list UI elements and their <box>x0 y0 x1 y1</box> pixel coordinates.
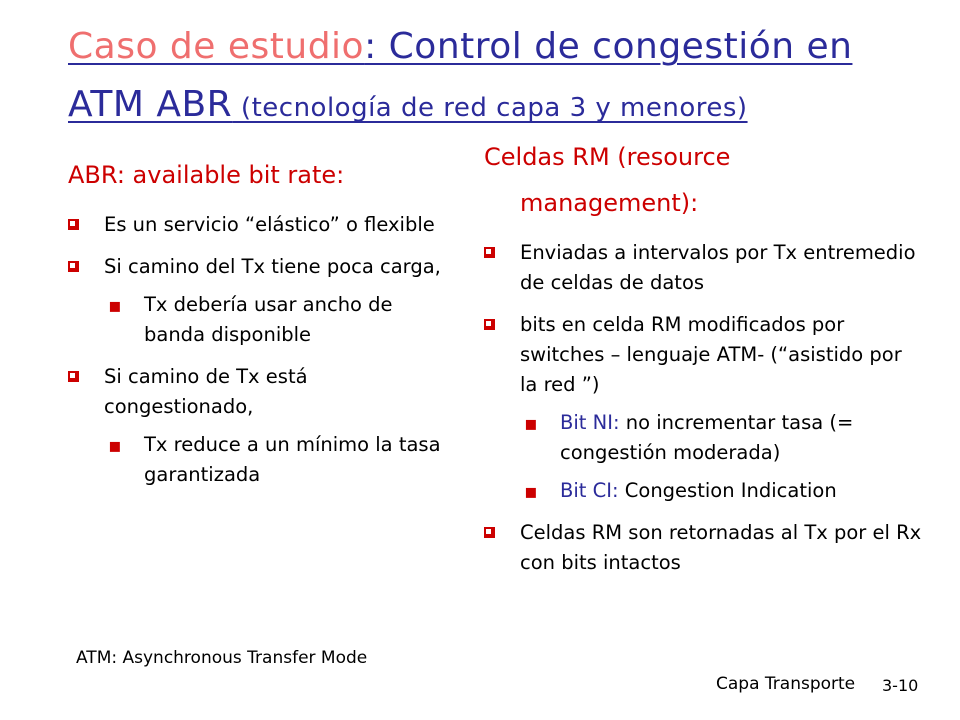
bullet-text: Es un servicio “elástico” o flexible <box>104 213 435 236</box>
bit-ci-label: Bit CI: <box>560 479 619 502</box>
list-item <box>484 518 924 578</box>
bit-ci-text: Congestion Indication <box>618 479 837 502</box>
abr-heading: ABR: available bit rate: <box>68 161 345 189</box>
square-bullet-icon <box>484 247 495 258</box>
sub-list-item <box>484 408 924 468</box>
sub-bullet-icon: ▪ <box>108 433 122 457</box>
rm-cells-heading <box>484 134 924 226</box>
abr-bullet-list <box>68 210 458 490</box>
sub-list-item <box>68 290 458 350</box>
title-main: : Control de congestión en ATM ABR <box>68 26 853 125</box>
footer-page-number: 3-10 <box>882 676 919 695</box>
title-subtitle: (tecnología de red capa 3 y menores) <box>232 93 748 123</box>
bit-ni-label: Bit NI: <box>560 411 620 434</box>
sub-bullet-icon: ▪ <box>524 479 538 503</box>
bullet-text: Enviadas a intervalos por Tx entremedio de celdas de datos <box>520 241 916 294</box>
bit-ni-text: no incrementar tasa (= congestión moderada) <box>560 411 854 464</box>
square-bullet-icon <box>484 319 495 330</box>
bullet-text: Celdas RM son retornadas al Tx por el Rx con bits intactos <box>520 521 922 574</box>
square-bullet-icon <box>484 527 495 538</box>
sub-bullet-icon: ▪ <box>108 293 122 317</box>
square-bullet-icon <box>68 219 79 230</box>
right-column <box>484 134 924 578</box>
square-bullet-icon <box>68 261 79 272</box>
sub-bullet-text: Tx debería usar ancho de banda disponible <box>144 293 393 346</box>
atm-footnote: ATM: Asynchronous Transfer Mode <box>76 648 368 668</box>
slide-title <box>68 18 928 137</box>
bullet-text: Si camino de Tx está congestionado, <box>104 365 308 418</box>
list-item <box>68 252 458 282</box>
bullet-text: bits en celda RM modificados por switches – lenguaje ATM- (“asistido por la red ”) <box>520 313 902 396</box>
sub-list-item <box>68 430 458 490</box>
bullet-text: Si camino del Tx tiene poca carga, <box>104 255 441 278</box>
list-item <box>68 362 458 422</box>
sub-list-item <box>484 476 924 506</box>
title-case-study: Caso de estudio <box>68 26 365 67</box>
sub-bullet-icon: ▪ <box>524 411 538 435</box>
sub-bullet-text: Tx reduce a un mínimo la tasa garantizada <box>144 433 441 486</box>
rm-heading-line2: management): <box>520 189 699 217</box>
rm-heading-line1: Celdas RM (resource <box>484 143 731 171</box>
square-bullet-icon <box>68 371 79 382</box>
left-column <box>68 152 458 490</box>
footer-chapter-label: Capa Transporte <box>716 674 856 694</box>
rm-bullet-list <box>484 238 924 578</box>
list-item <box>68 210 458 240</box>
list-item <box>484 238 924 298</box>
list-item <box>484 310 924 400</box>
